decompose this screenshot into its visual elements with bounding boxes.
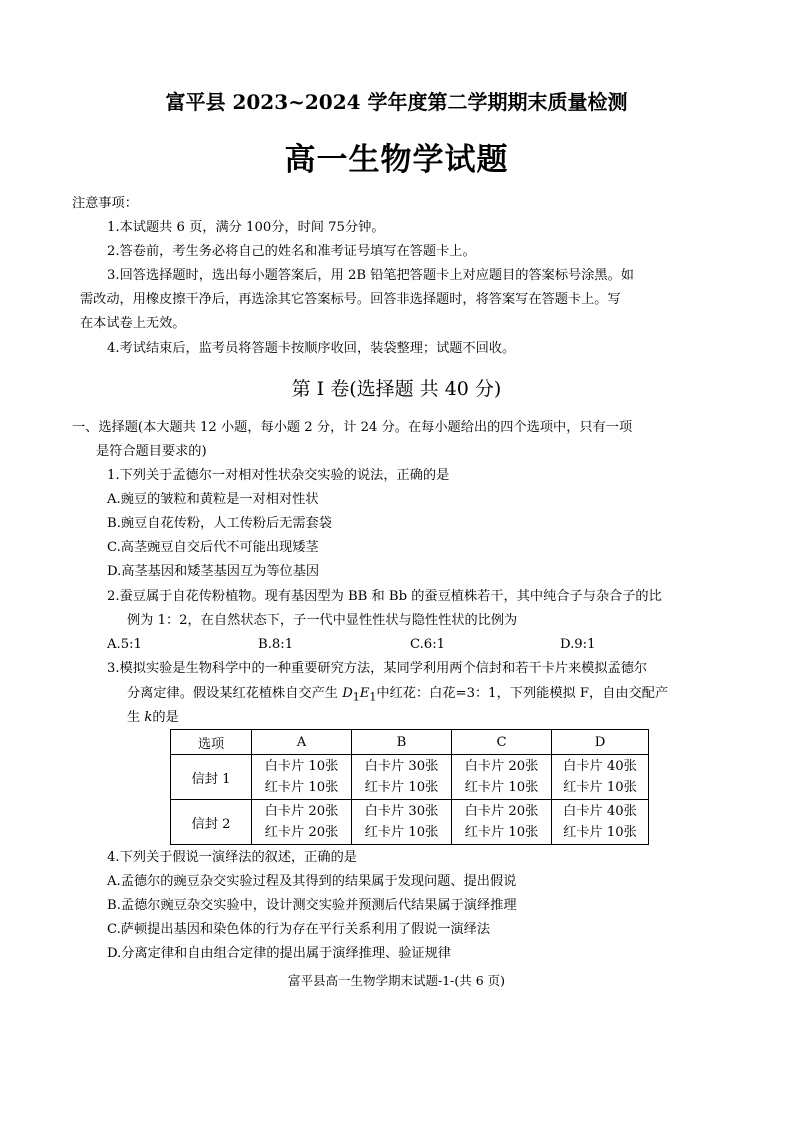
q3-stem-line-3 (127, 708, 179, 727)
card-count: 红卡片 10张 (464, 825, 539, 840)
table-row (171, 755, 649, 800)
card-count: 白卡片 30张 (364, 759, 439, 774)
card-count: 红卡片 10张 (364, 780, 439, 795)
q3-var-e-sub: 1 (369, 690, 377, 704)
q3-stem-line-2 (127, 684, 668, 707)
card-count: 红卡片 20张 (264, 825, 339, 840)
q3-stem-line-1: 3.模拟实验是生物科学中的一种重要研究方法，某同学利用两个信封和若干卡片来模拟孟德尔 (107, 661, 648, 676)
q1-option-b: B.豌豆自花传粉，人工传粉后无需套袋 (107, 516, 332, 531)
q2-option-a: A.5:1 (107, 637, 142, 652)
notice-item-2: 2.答卷前，考生务必将自己的姓名和准考证号填写在答题卡上。 (107, 244, 476, 259)
q1-option-a: A.豌豆的皱粒和黄粒是一对相对性状 (107, 492, 319, 507)
table-header-cell: A (252, 730, 352, 755)
part1-intro-line-1: 一、选择题(本大题共 12 小题，每小题 2 分，计 24 分。在每小题给出的四个选项中，只有一项 (72, 420, 633, 435)
table-header-row (171, 730, 649, 755)
exam-subject-title: 高一生物学试题 (284, 142, 509, 178)
q2-stem-line-2: 例为 1：2，在自然状态下，子一代中显性性状与隐性性状的比例为 (127, 613, 518, 628)
card-count: 白卡片 30张 (364, 804, 439, 819)
card-count: 白卡片 10张 (264, 759, 339, 774)
notice-item-3-line-1: 3.回答选择题时，选出每小题答案后，用 2B 铅笔把答题卡上对应题目的答案标号涂黑。如 (107, 268, 634, 283)
q4-option-b: B.孟德尔豌豆杂交实验中，设计测交实验并预测后代结果属于演绎推理 (107, 898, 517, 913)
card-count: 红卡片 10张 (563, 780, 637, 795)
q4-option-c: C.萨顿提出基因和染色体的行为存在平行关系利用了假说一演绎法 (107, 922, 491, 937)
table-header-cell: 选项 (171, 730, 252, 755)
notice-item-3-line-3: 在本试卷上无效。 (80, 316, 186, 331)
q4-option-d: D.分离定律和自由组合定律的提出属于演绎推理、验证规律 (107, 946, 451, 961)
card-count: 白卡片 40张 (563, 804, 637, 819)
table-cell (552, 755, 649, 800)
table-cell (452, 800, 552, 845)
q3-var-d-sub: 1 (352, 690, 360, 704)
table-row-label: 信封 1 (171, 755, 252, 800)
q3-stem-line-2-pre: 分离定律。假设某红花植株自交产生 (127, 686, 343, 701)
q3-stem-line-2-post: 中红花：白花=3：1，下列能模拟 F，自由交配产 (376, 686, 669, 701)
q1-stem: 1.下列关于孟德尔一对相对性状杂交实验的说法，正确的是 (107, 468, 450, 483)
table-header-cell: D (552, 730, 649, 755)
card-count: 白卡片 20张 (464, 759, 539, 774)
q2-stem-line-1: 2.蚕豆属于自花传粉植物。现有基因型为 BB 和 Bb 的蚕豆植株若干，其中纯合子与杂合子的比 (107, 589, 662, 604)
part1-intro-line-2: 是符合题目要求的) (96, 444, 207, 459)
q3-stem-line-3-post: 的是 (152, 710, 179, 725)
table-cell (352, 800, 452, 845)
page-footer: 富平县高一生物学期末试题-1-(共 6 页) (287, 973, 506, 988)
card-count: 红卡片 10张 (464, 780, 539, 795)
card-count: 白卡片 20张 (464, 804, 539, 819)
card-count: 红卡片 10张 (264, 780, 339, 795)
table-row (171, 800, 649, 845)
q2-option-b: B.8:1 (258, 637, 294, 652)
table-cell (252, 800, 352, 845)
q3-options-table (170, 729, 649, 845)
exam-title: 富平县 2023~2024 学年度第二学期期末质量检测 (165, 90, 628, 114)
q1-option-d: D.高茎基因和矮茎基因互为等位基因 (107, 564, 320, 579)
table-header-cell: C (452, 730, 552, 755)
table-cell (352, 755, 452, 800)
table-cell (452, 755, 552, 800)
q3-var-d: D (342, 686, 353, 701)
card-count: 红卡片 10张 (364, 825, 439, 840)
q2-option-d: D.9:1 (560, 637, 596, 652)
q4-stem: 4.下列关于假说一演绎法的叙述，正确的是 (107, 850, 357, 865)
table-row-label: 信封 2 (171, 800, 252, 845)
notice-item-3-line-2: 需改动，用橡皮擦干净后，再选涂其它答案标号。回答非选择题时，将答案写在答题卡上。写 (80, 292, 621, 307)
q1-option-c: C.高茎豌豆自交后代不可能出现矮茎 (107, 540, 319, 555)
section-title: 第 I 卷(选择题 共 40 分) (291, 378, 502, 400)
q3-stem-line-3-pre: 生 (127, 710, 145, 725)
table-header-cell: B (352, 730, 452, 755)
notice-item-1: 1.本试题共 6 页，满分 100分，时间 75分钟。 (107, 220, 385, 235)
table-cell (552, 800, 649, 845)
notice-item-4: 4.考试结束后，监考员将答题卡按顺序收回，装袋整理；试题不回收。 (107, 341, 516, 356)
card-count: 白卡片 40张 (563, 759, 637, 774)
card-count: 红卡片 10张 (563, 825, 637, 840)
notice-heading: 注意事项： (72, 196, 138, 211)
card-count: 白卡片 20张 (264, 804, 339, 819)
q2-option-c: C.6:1 (410, 637, 446, 652)
q3-var-k: k (144, 710, 153, 725)
q4-option-a: A.孟德尔的豌豆杂交实验过程及其得到的结果属于发现问题、提出假说 (107, 874, 517, 889)
q3-var-e: E (359, 686, 370, 701)
table-cell (252, 755, 352, 800)
